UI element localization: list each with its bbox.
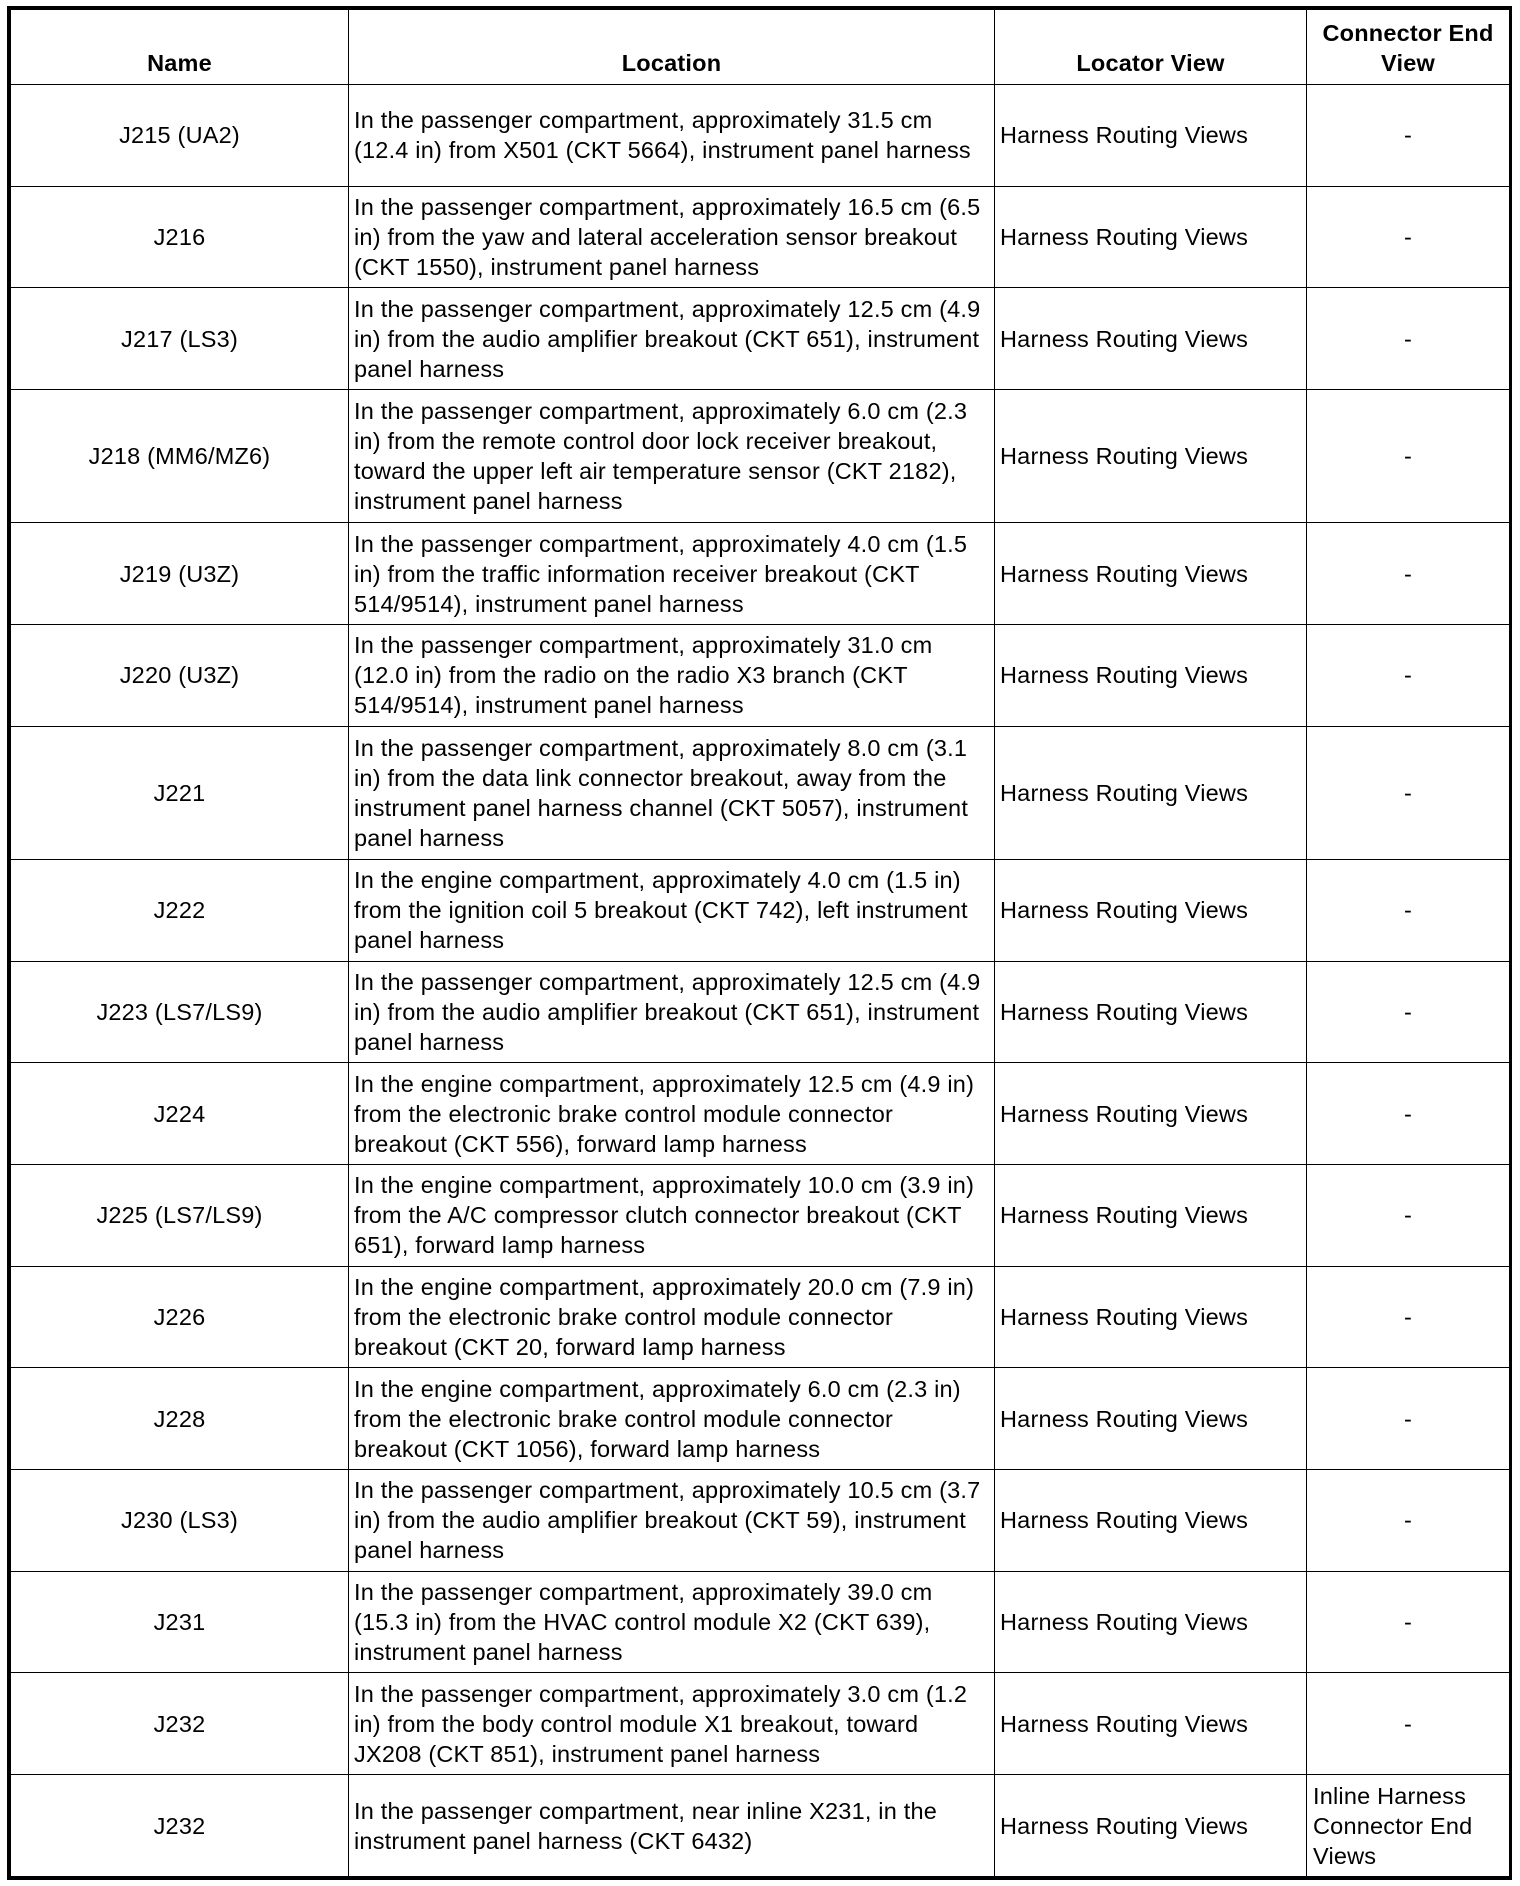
cell-location: In the passenger compartment, approximately 8.0 cm (3.1 in) from the data link connector breakout, away from the instrument panel harness channel (CKT 5057), instrument panel harness — [349, 726, 995, 859]
cell-locator-view: Harness Routing Views — [995, 726, 1307, 859]
cell-name: J226 — [11, 1266, 349, 1368]
cell-connector-end-view: - — [1307, 1368, 1510, 1470]
cell-locator-view: Harness Routing Views — [995, 1063, 1307, 1165]
cell-location: In the passenger compartment, approximately 16.5 cm (6.5 in) from the yaw and lateral acceleration sensor breakout (CKT 1550), instrument panel harness — [349, 186, 995, 288]
cell-locator-view: Harness Routing Views — [995, 1266, 1307, 1368]
table-row — [11, 624, 1510, 726]
cell-connector-end-view: - — [1307, 961, 1510, 1063]
table-row — [11, 1571, 1510, 1673]
header-name: Name — [11, 10, 349, 85]
cell-connector-end-view: - — [1307, 1063, 1510, 1165]
cell-locator-view: Harness Routing Views — [995, 1775, 1307, 1877]
cell-location: In the passenger compartment, near inline X231, in the instrument panel harness (CKT 6432) — [349, 1775, 995, 1877]
cell-location: In the passenger compartment, approximately 6.0 cm (2.3 in) from the remote control door lock receiver breakout, toward the upper left air temperature sensor (CKT 2182), instrument panel harness — [349, 390, 995, 523]
table-row — [11, 288, 1510, 390]
table-row — [11, 1673, 1510, 1775]
table-row — [11, 523, 1510, 625]
cell-name: J222 — [11, 859, 349, 961]
cell-location: In the passenger compartment, approximately 12.5 cm (4.9 in) from the audio amplifier breakout (CKT 651), instrument panel harness — [349, 288, 995, 390]
cell-locator-view: Harness Routing Views — [995, 523, 1307, 625]
header-location: Location — [349, 10, 995, 85]
cell-locator-view: Harness Routing Views — [995, 624, 1307, 726]
cell-connector-end-view: - — [1307, 1571, 1510, 1673]
cell-location: In the engine compartment, approximately 10.0 cm (3.9 in) from the A/C compressor clutch connector breakout (CKT 651), forward lamp harness — [349, 1164, 995, 1266]
cell-name: J231 — [11, 1571, 349, 1673]
cell-location: In the passenger compartment, approximately 3.0 cm (1.2 in) from the body control module X1 breakout, toward JX208 (CKT 851), instrument panel harness — [349, 1673, 995, 1775]
connector-table — [7, 6, 1512, 1880]
cell-connector-end-view: - — [1307, 85, 1510, 187]
cell-name: J220 (U3Z) — [11, 624, 349, 726]
table-row — [11, 1368, 1510, 1470]
cell-connector-end-view: - — [1307, 390, 1510, 523]
cell-name: J223 (LS7/LS9) — [11, 961, 349, 1063]
cell-location: In the engine compartment, approximately 20.0 cm (7.9 in) from the electronic brake control module connector breakout (CKT 20, forward lamp harness — [349, 1266, 995, 1368]
cell-name: J216 — [11, 186, 349, 288]
cell-locator-view: Harness Routing Views — [995, 1164, 1307, 1266]
cell-locator-view: Harness Routing Views — [995, 961, 1307, 1063]
cell-name: J228 — [11, 1368, 349, 1470]
cell-name: J232 — [11, 1775, 349, 1877]
cell-name: J215 (UA2) — [11, 85, 349, 187]
cell-connector-end-view: - — [1307, 186, 1510, 288]
cell-locator-view: Harness Routing Views — [995, 1673, 1307, 1775]
header-locator-view: Locator View — [995, 10, 1307, 85]
cell-connector-end-view: - — [1307, 288, 1510, 390]
table-row — [11, 390, 1510, 523]
cell-location: In the engine compartment, approximately 4.0 cm (1.5 in) from the ignition coil 5 breakout (CKT 742), left instrument panel harness — [349, 859, 995, 961]
connector-table-grid — [10, 9, 1510, 1877]
cell-connector-end-view: - — [1307, 1266, 1510, 1368]
cell-name: J221 — [11, 726, 349, 859]
cell-locator-view: Harness Routing Views — [995, 85, 1307, 187]
cell-connector-end-view: - — [1307, 1673, 1510, 1775]
cell-connector-end-view: - — [1307, 726, 1510, 859]
cell-location: In the passenger compartment, approximately 31.0 cm (12.0 in) from the radio on the radio X3 branch (CKT 514/9514), instrument panel harness — [349, 624, 995, 726]
cell-name: J230 (LS3) — [11, 1470, 349, 1572]
cell-location: In the passenger compartment, approximately 12.5 cm (4.9 in) from the audio amplifier breakout (CKT 651), instrument panel harness — [349, 961, 995, 1063]
cell-location: In the passenger compartment, approximately 10.5 cm (3.7 in) from the audio amplifier breakout (CKT 59), instrument panel harness — [349, 1470, 995, 1572]
cell-locator-view: Harness Routing Views — [995, 390, 1307, 523]
table-row — [11, 1164, 1510, 1266]
table-row — [11, 859, 1510, 961]
cell-name: J225 (LS7/LS9) — [11, 1164, 349, 1266]
table-row — [11, 961, 1510, 1063]
table-row — [11, 1775, 1510, 1877]
table-row — [11, 1470, 1510, 1572]
header-connector-end-view: Connector End View — [1307, 10, 1510, 85]
cell-location: In the passenger compartment, approximately 39.0 cm (15.3 in) from the HVAC control module X2 (CKT 639), instrument panel harness — [349, 1571, 995, 1673]
cell-connector-end-view: - — [1307, 523, 1510, 625]
cell-name: J224 — [11, 1063, 349, 1165]
cell-location: In the passenger compartment, approximately 31.5 cm (12.4 in) from X501 (CKT 5664), instrument panel harness — [349, 85, 995, 187]
cell-connector-end-view-link: Inline Harness Connector End Views — [1307, 1775, 1510, 1877]
header-row — [11, 10, 1510, 85]
cell-name: J217 (LS3) — [11, 288, 349, 390]
table-row — [11, 726, 1510, 859]
cell-connector-end-view: - — [1307, 624, 1510, 726]
cell-location: In the engine compartment, approximately 12.5 cm (4.9 in) from the electronic brake control module connector breakout (CKT 556), forward lamp harness — [349, 1063, 995, 1165]
cell-location: In the passenger compartment, approximately 4.0 cm (1.5 in) from the traffic information receiver breakout (CKT 514/9514), instrument panel harness — [349, 523, 995, 625]
cell-name: J232 — [11, 1673, 349, 1775]
cell-name: J218 (MM6/MZ6) — [11, 390, 349, 523]
cell-locator-view: Harness Routing Views — [995, 1368, 1307, 1470]
table-row — [11, 85, 1510, 187]
cell-locator-view: Harness Routing Views — [995, 288, 1307, 390]
cell-locator-view: Harness Routing Views — [995, 186, 1307, 288]
table-row — [11, 1266, 1510, 1368]
cell-name: J219 (U3Z) — [11, 523, 349, 625]
cell-locator-view: Harness Routing Views — [995, 1470, 1307, 1572]
cell-connector-end-view: - — [1307, 1164, 1510, 1266]
table-row — [11, 186, 1510, 288]
cell-locator-view: Harness Routing Views — [995, 859, 1307, 961]
cell-connector-end-view: - — [1307, 859, 1510, 961]
cell-locator-view: Harness Routing Views — [995, 1571, 1307, 1673]
table-row — [11, 1063, 1510, 1165]
cell-connector-end-view: - — [1307, 1470, 1510, 1572]
cell-location: In the engine compartment, approximately 6.0 cm (2.3 in) from the electronic brake control module connector breakout (CKT 1056), forward lamp harness — [349, 1368, 995, 1470]
